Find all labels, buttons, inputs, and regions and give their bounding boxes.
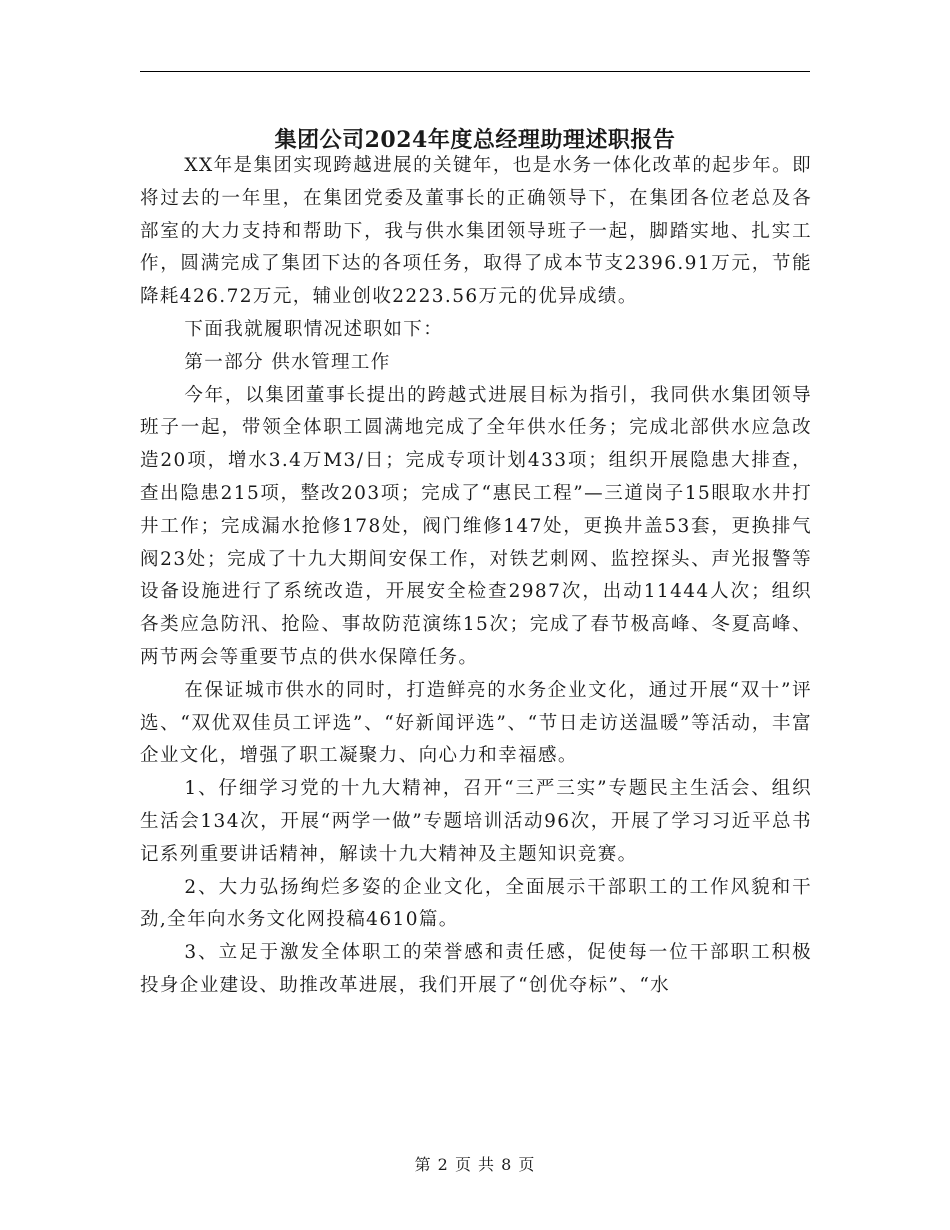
section-heading-part-one: 第一部分 供水管理工作: [184, 351, 391, 373]
paragraph-water-supply-work: 今年，以集团董事长提出的跨越式进展目标为指引，我同供水集团领导班子一起，带领全体职工圆满地完成了全年供水任务；完成北部供水应急改造20项，增水3.4万M3/日；完成专项计划433项；组织开展隐患大排查，查出隐患215项，整改203项；完成了“惠民工程”—三道岗子15眼取水井打井工作；完成漏水抢修178处，阀门维修147处，更换井盖53套，更换排气阀23处；完成了十九大期间安保工作，对铁艺刺网、监控探头、声光报警等设备设施进行了系统改造，开展安全检查2987次，出动11444人次；组织各类应急防汛、抢险、事故防范演练15次；完成了春节极高峰、冬夏高峰、两节两会等重要节点的供水保障任务。: [140, 384, 812, 668]
paragraph-item-3: 3、立足于激发全体职工的荣誉感和责任感，促使每一位干部职工积极投身企业建设、助推改革进展，我们开展了“创优夺标”、“水: [140, 942, 812, 996]
paragraph-corporate-culture: 在保证城市供水的同时，打造鲜亮的水务企业文化，通过开展“双十”评选、“双优双佳员工评选”、“好新闻评选”、“节日走访送温暖”等活动，丰富企业文化，增强了职工凝聚力、向心力和幸福感。: [140, 679, 812, 767]
paragraph-report-lead: 下面我就履职情况述职如下：: [184, 318, 444, 340]
paragraph-intro: XX年是集团实现跨越进展的关键年，也是水务一体化改革的起步年。即将过去的一年里，在集团党委及董事长的正确领导下，在集团各位老总及各部室的大力支持和帮助下，我与供水集团领导班子一起，脚踏实地、扎实工作，圆满完成了集团下达的各项任务，取得了成本节支2396.91万元，节能降耗426.72万元，辅业创收2223.56万元的优异成绩。: [140, 155, 812, 308]
paragraph-item-2: 2、大力弘扬绚烂多姿的企业文化，全面展示干部职工的工作风貌和干劲,全年向水务文化网投稿4610篇。: [140, 876, 812, 931]
paragraph-item-1: 1、仔细学习党的十九大精神，召开“三严三实”专题民主生活会、组织生活会134次，开展“两学一做”专题培训活动96次，开展了学习习近平总书记系列重要讲话精神，解读十九大精神及主题知识竞赛。: [140, 778, 812, 865]
document-body: [140, 150, 812, 1003]
header-rule: [140, 71, 810, 72]
document-title: 集团公司2024年度总经理助理述职报告: [274, 126, 676, 153]
page-number-footer: 第 2 页 共 8 页: [414, 1155, 536, 1174]
